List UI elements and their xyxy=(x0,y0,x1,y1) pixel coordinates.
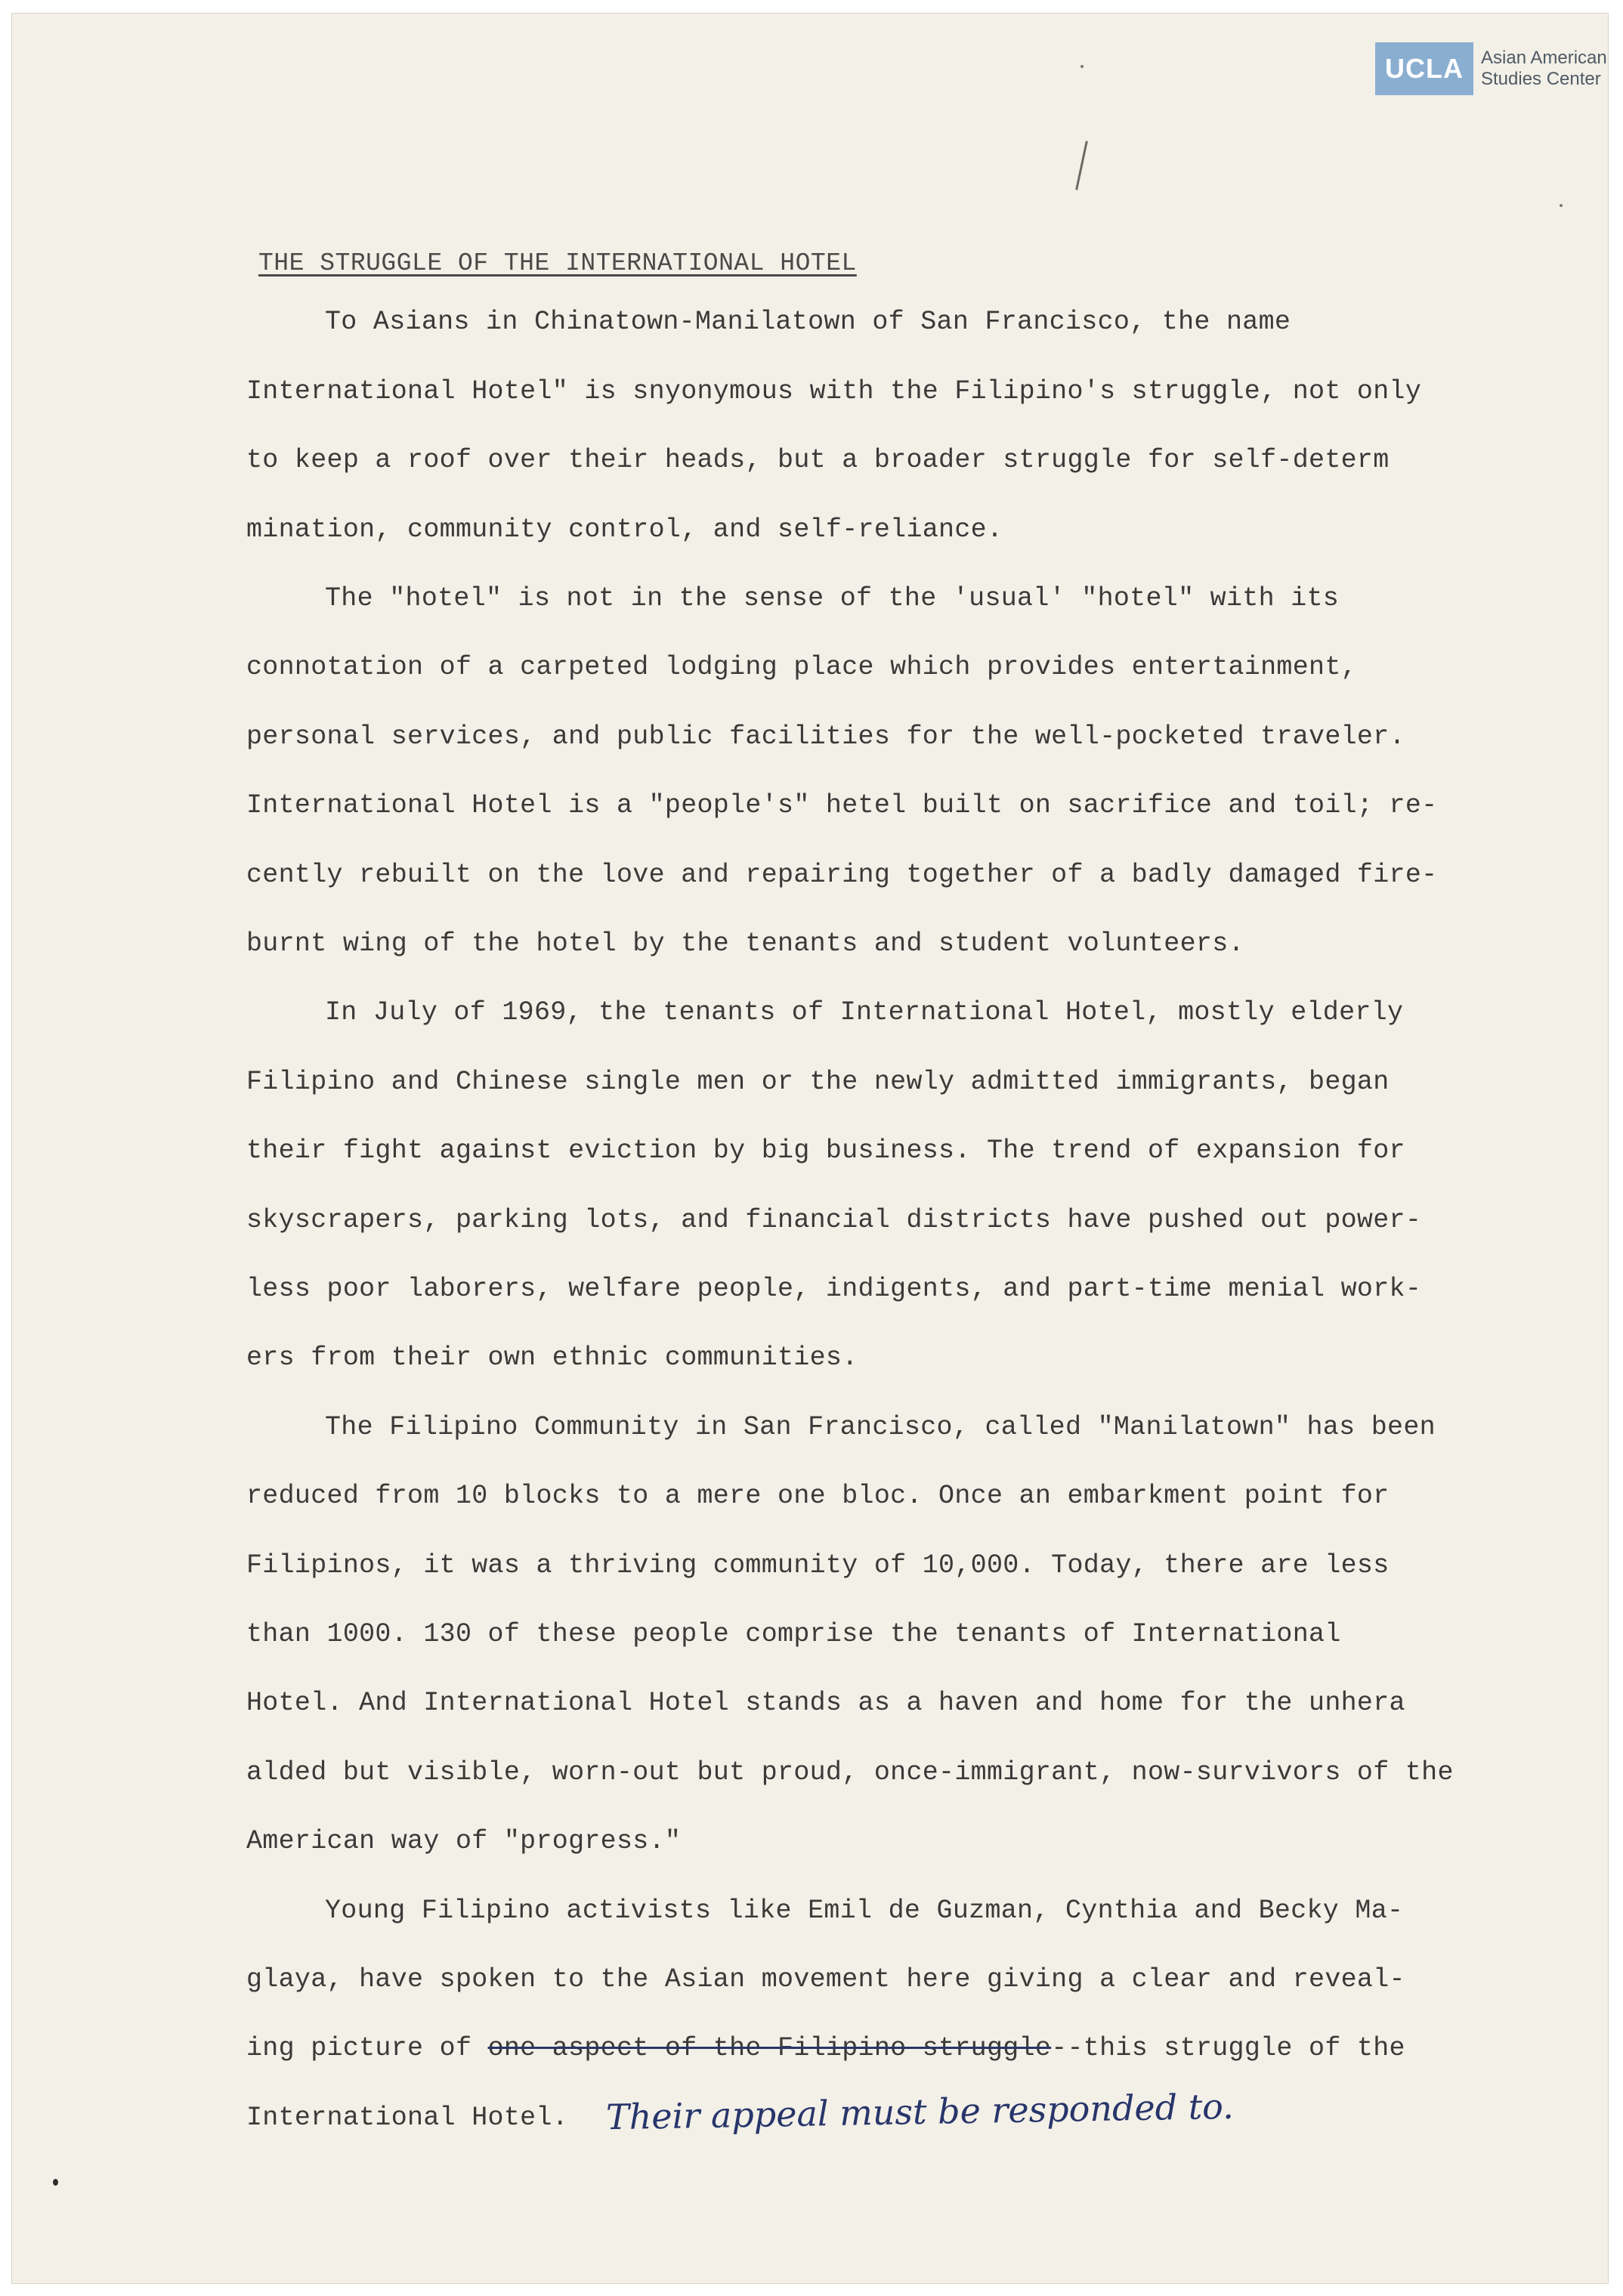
text-line: mination, community control, and self-reliance. xyxy=(246,515,1003,545)
text-line: personal services, and public facilities for the well-pocketed traveler. xyxy=(246,722,1405,752)
text-line: ers from their own ethnic communities. xyxy=(246,1343,858,1373)
text-line: alded but visible, worn-out but proud, once-immigrant, now-survivors of the xyxy=(246,1757,1454,1788)
typewritten-page xyxy=(12,14,1608,2283)
text-line: In July of 1969, the tenants of International Hotel, mostly elderly xyxy=(325,997,1404,1027)
ink-speck xyxy=(53,2179,58,2186)
text-line: International Hotel. xyxy=(246,2103,569,2133)
text-line: The "hotel" is not in the sense of the 'usual' "hotel" with its xyxy=(325,583,1340,613)
text-line: Young Filipino activists like Emil de Guzman, Cynthia and Becky Ma- xyxy=(325,1896,1404,1926)
text-line: reduced from 10 blocks to a mere one bloc. Once an embarkment point for xyxy=(246,1481,1390,1511)
text-line: less poor laborers, welfare people, indigents, and part-time menial work- xyxy=(246,1274,1422,1304)
text-line: Filipino and Chinese single men or the newly admitted immigrants, began xyxy=(246,1067,1390,1097)
text-line: American way of "progress." xyxy=(246,1826,682,1856)
text-fragment: ing picture of xyxy=(246,2033,488,2063)
text-fragment: --this struggle of the xyxy=(1051,2033,1405,2063)
organization-name xyxy=(1481,48,1607,90)
ucla-aasc-badge xyxy=(1375,42,1607,95)
text-line: to keep a roof over their heads, but a broader struggle for self-determ xyxy=(246,445,1390,475)
text-line-with-strikethrough xyxy=(246,2033,1405,2063)
text-line: International Hotel" is snyonymous with the Filipino's struggle, not only xyxy=(246,376,1422,406)
struck-text: one aspect of the Filipino struggle xyxy=(487,2033,1052,2063)
text-line: Filipinos, it was a thriving community of 10,000. Today, there are less xyxy=(246,1550,1390,1581)
text-line: glaya, have spoken to the Asian movement here giving a clear and reveal- xyxy=(246,1964,1405,1995)
text-line: their fight against eviction by big business. The trend of expansion for xyxy=(246,1136,1405,1166)
text-line: International Hotel is a "people's" hetel built on sacrifice and toil; re- xyxy=(246,790,1438,820)
text-line: than 1000. 130 of these people comprise the tenants of International xyxy=(246,1619,1341,1649)
text-line: skyscrapers, parking lots, and financial districts have pushed out power- xyxy=(246,1205,1422,1235)
handwritten-note: Their appeal must be responded to. xyxy=(605,2085,1235,2138)
text-line: cently rebuilt on the love and repairing together of a badly damaged fire- xyxy=(246,860,1438,890)
organization-name-line: Asian American xyxy=(1481,48,1607,68)
text-line: burnt wing of the hotel by the tenants and student volunteers. xyxy=(246,929,1244,959)
ink-speck xyxy=(1080,65,1084,68)
document-title: THE STRUGGLE OF THE INTERNATIONAL HOTEL xyxy=(258,249,857,277)
text-line: connotation of a carpeted lodging place which provides entertainment, xyxy=(246,652,1357,682)
ink-speck xyxy=(1560,204,1563,207)
pencil-mark xyxy=(1075,141,1088,190)
organization-name-line: Studies Center xyxy=(1481,69,1601,89)
text-line: To Asians in Chinatown-Manilatown of San Francisco, the name xyxy=(325,307,1291,337)
text-line: Hotel. And International Hotel stands as a haven and home for the unhera xyxy=(246,1688,1405,1718)
text-line: The Filipino Community in San Francisco, called "Manilatown" has been xyxy=(325,1412,1436,1442)
ucla-logo: UCLA xyxy=(1375,42,1473,95)
